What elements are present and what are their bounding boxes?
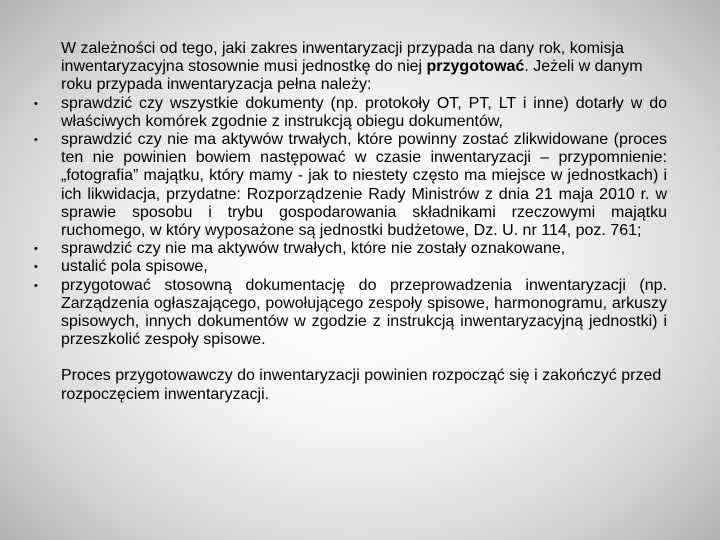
list-item-text: sprawdzić czy nie ma aktywów trwałych, które nie zostały oznakowane, (61, 240, 566, 258)
list-item-text: ustalić pola spisowe, (61, 258, 208, 276)
bullet-icon: • (34, 134, 38, 147)
list-item-text: sprawdzić czy nie ma aktywów trwałych, które powinny zostać zlikwidowane (proces ten nie powinien bowiem następować w czasie inwentaryzacji – przypomnienie: „fotografia” majątku, który mamy - jak to niestety często ma miejsce w jednostkach) i ich likwidacja, przydatne: Rozporządzenie Rady Ministrów z dnia 21 maja 2010 r. w sprawie sposobu i trybu gospodarowania składnikami rzeczowymi majątku ruchomego, w który wyposażone są jednostki budżetowe, Dz. U. nr 114, poz. 761; (61, 131, 667, 240)
list-item-text: przygotować stosowną dokumentację do przeprowadzenia inwentaryzacji (np. Zarządzenia ogłaszającego, powołującego zespoły spisowe, harmonogramu, arkuszy spisowych, innych dokumentów w zgodzie z instrukcją inwentaryzacyjną jednostki) i przeszkolić zespoły spisowe. (61, 276, 667, 349)
list-item (34, 240, 667, 258)
bullet-list (34, 94, 667, 350)
bullet-icon: • (34, 243, 38, 256)
bullet-icon: • (34, 261, 38, 274)
intro-paragraph (61, 40, 667, 95)
bullet-icon: • (34, 279, 38, 292)
bullet-icon: • (34, 97, 38, 110)
slide-body (34, 40, 667, 404)
intro-text-start: W zależności od tego, jaki zakres inwentaryzacji przypada na dany rok, komisja inwentaryzacyjna stosownie musi jednostkę do niej (61, 40, 624, 76)
list-item (34, 276, 667, 350)
list-item (34, 94, 667, 131)
intro-emphasis: przygotować (426, 58, 525, 76)
intro-text-end: . Jeżeli w danym roku przypada inwentaryzacja pełna należy: (61, 58, 643, 94)
closing-paragraph: Proces przygotowawczy do inwentaryzacji powinien rozpocząć się i zakończyć przed rozpoczęciem inwentaryzacji. (61, 367, 662, 403)
list-item-text: sprawdzić czy wszystkie dokumenty (np. protokoły OT, PT, LT i inne) dotarły w do właściwych komórek zgodnie z instrukcją obiegu dokumentów, (61, 94, 667, 130)
list-item (34, 258, 667, 276)
list-item (34, 131, 667, 240)
